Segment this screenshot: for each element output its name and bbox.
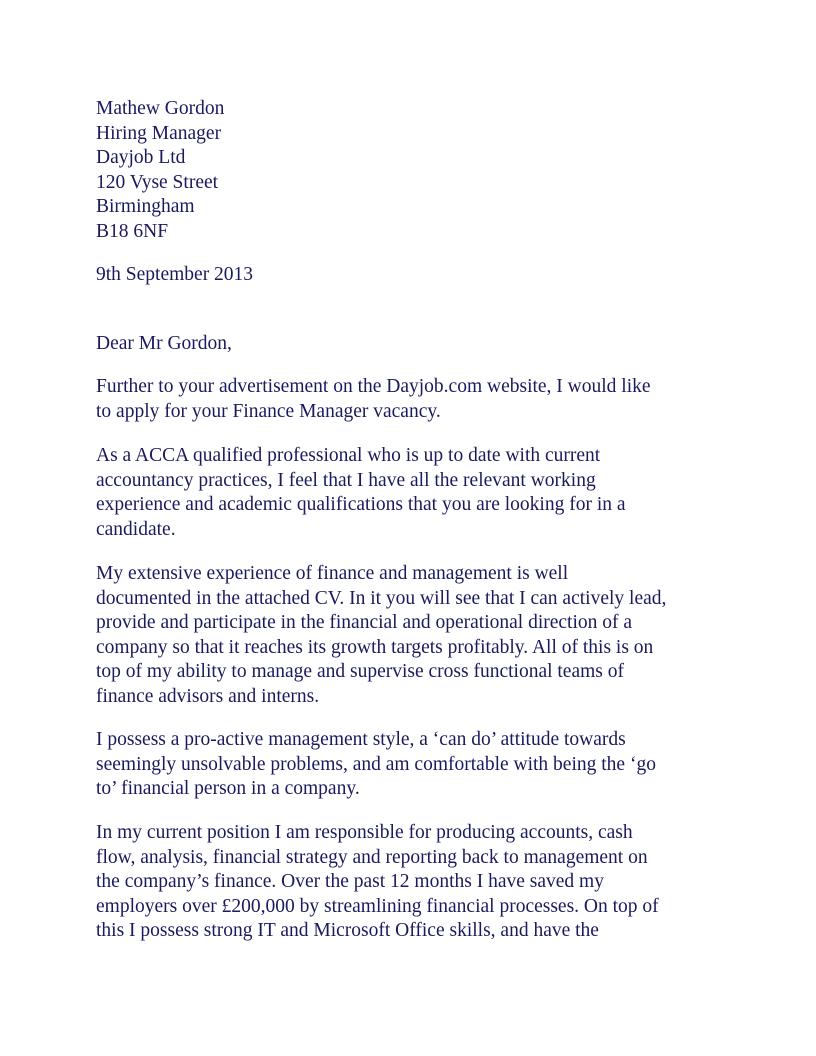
body-paragraph xyxy=(96,821,659,944)
body-paragraph xyxy=(96,444,626,542)
date-text: 9th September 2013 xyxy=(96,264,254,285)
paragraph-line: this I possess strong IT and Microsoft Office skills, and have the xyxy=(96,920,599,941)
body-paragraph xyxy=(96,562,666,709)
paragraph-line: flow, analysis, financial strategy and reporting back to management on xyxy=(96,846,648,868)
paragraph-line: provide and participate in the financial and operational direction of a xyxy=(96,612,633,633)
paragraph-line: to apply for your Finance Manager vacancy. xyxy=(96,400,441,422)
recipient-name: Mathew Gordon xyxy=(96,98,225,119)
salutation xyxy=(96,332,232,357)
paragraph-line: employers over £200,000 by streamlining financial processes. On top of xyxy=(96,895,659,917)
paragraph-line: seemingly unsolvable problems, and am comfortable with being the ‘go xyxy=(96,753,656,775)
paragraph-line: In my current position I am responsible for producing accounts, cash xyxy=(96,822,633,843)
paragraph-line: to’ financial person in a company. xyxy=(96,778,360,799)
paragraph-line: candidate. xyxy=(96,518,176,540)
paragraph-line: accountancy practices, I feel that I have all the relevant working xyxy=(96,469,596,491)
body-paragraph xyxy=(96,728,656,802)
recipient-postcode: B18 6NF xyxy=(96,220,169,242)
paragraph-line: documented in the attached CV. In it you will see that I can actively lead, xyxy=(96,587,667,609)
paragraph-line: My extensive experience of finance and management is well xyxy=(96,563,569,584)
recipient-city: Birmingham xyxy=(96,196,195,217)
recipient-company: Dayjob Ltd xyxy=(96,147,186,168)
recipient-street: 120 Vyse Street xyxy=(96,171,219,193)
paragraph-line: finance advisors and interns. xyxy=(96,685,320,707)
paragraph-line: Further to your advertisement on the Dayjob.com website, I would like xyxy=(96,376,651,397)
paragraph-line: company so that it reaches its growth targets profitably. All of this is on xyxy=(96,636,654,658)
paragraph-line: the company’s finance. Over the past 12 months I have saved my xyxy=(96,871,604,892)
letter-date xyxy=(96,263,253,288)
paragraph-line: I possess a pro-active management style, a ‘can do’ attitude towards xyxy=(96,729,626,750)
recipient-address xyxy=(96,97,224,244)
paragraph-line: As a ACCA qualified professional who is up to date with current xyxy=(96,445,601,466)
body-paragraph xyxy=(96,375,651,424)
salutation-text: Dear Mr Gordon, xyxy=(96,333,232,354)
paragraph-line: experience and academic qualifications that you are looking for in a xyxy=(96,494,626,515)
recipient-title: Hiring Manager xyxy=(96,122,222,144)
paragraph-line: top of my ability to manage and supervise cross functional teams of xyxy=(96,661,624,682)
